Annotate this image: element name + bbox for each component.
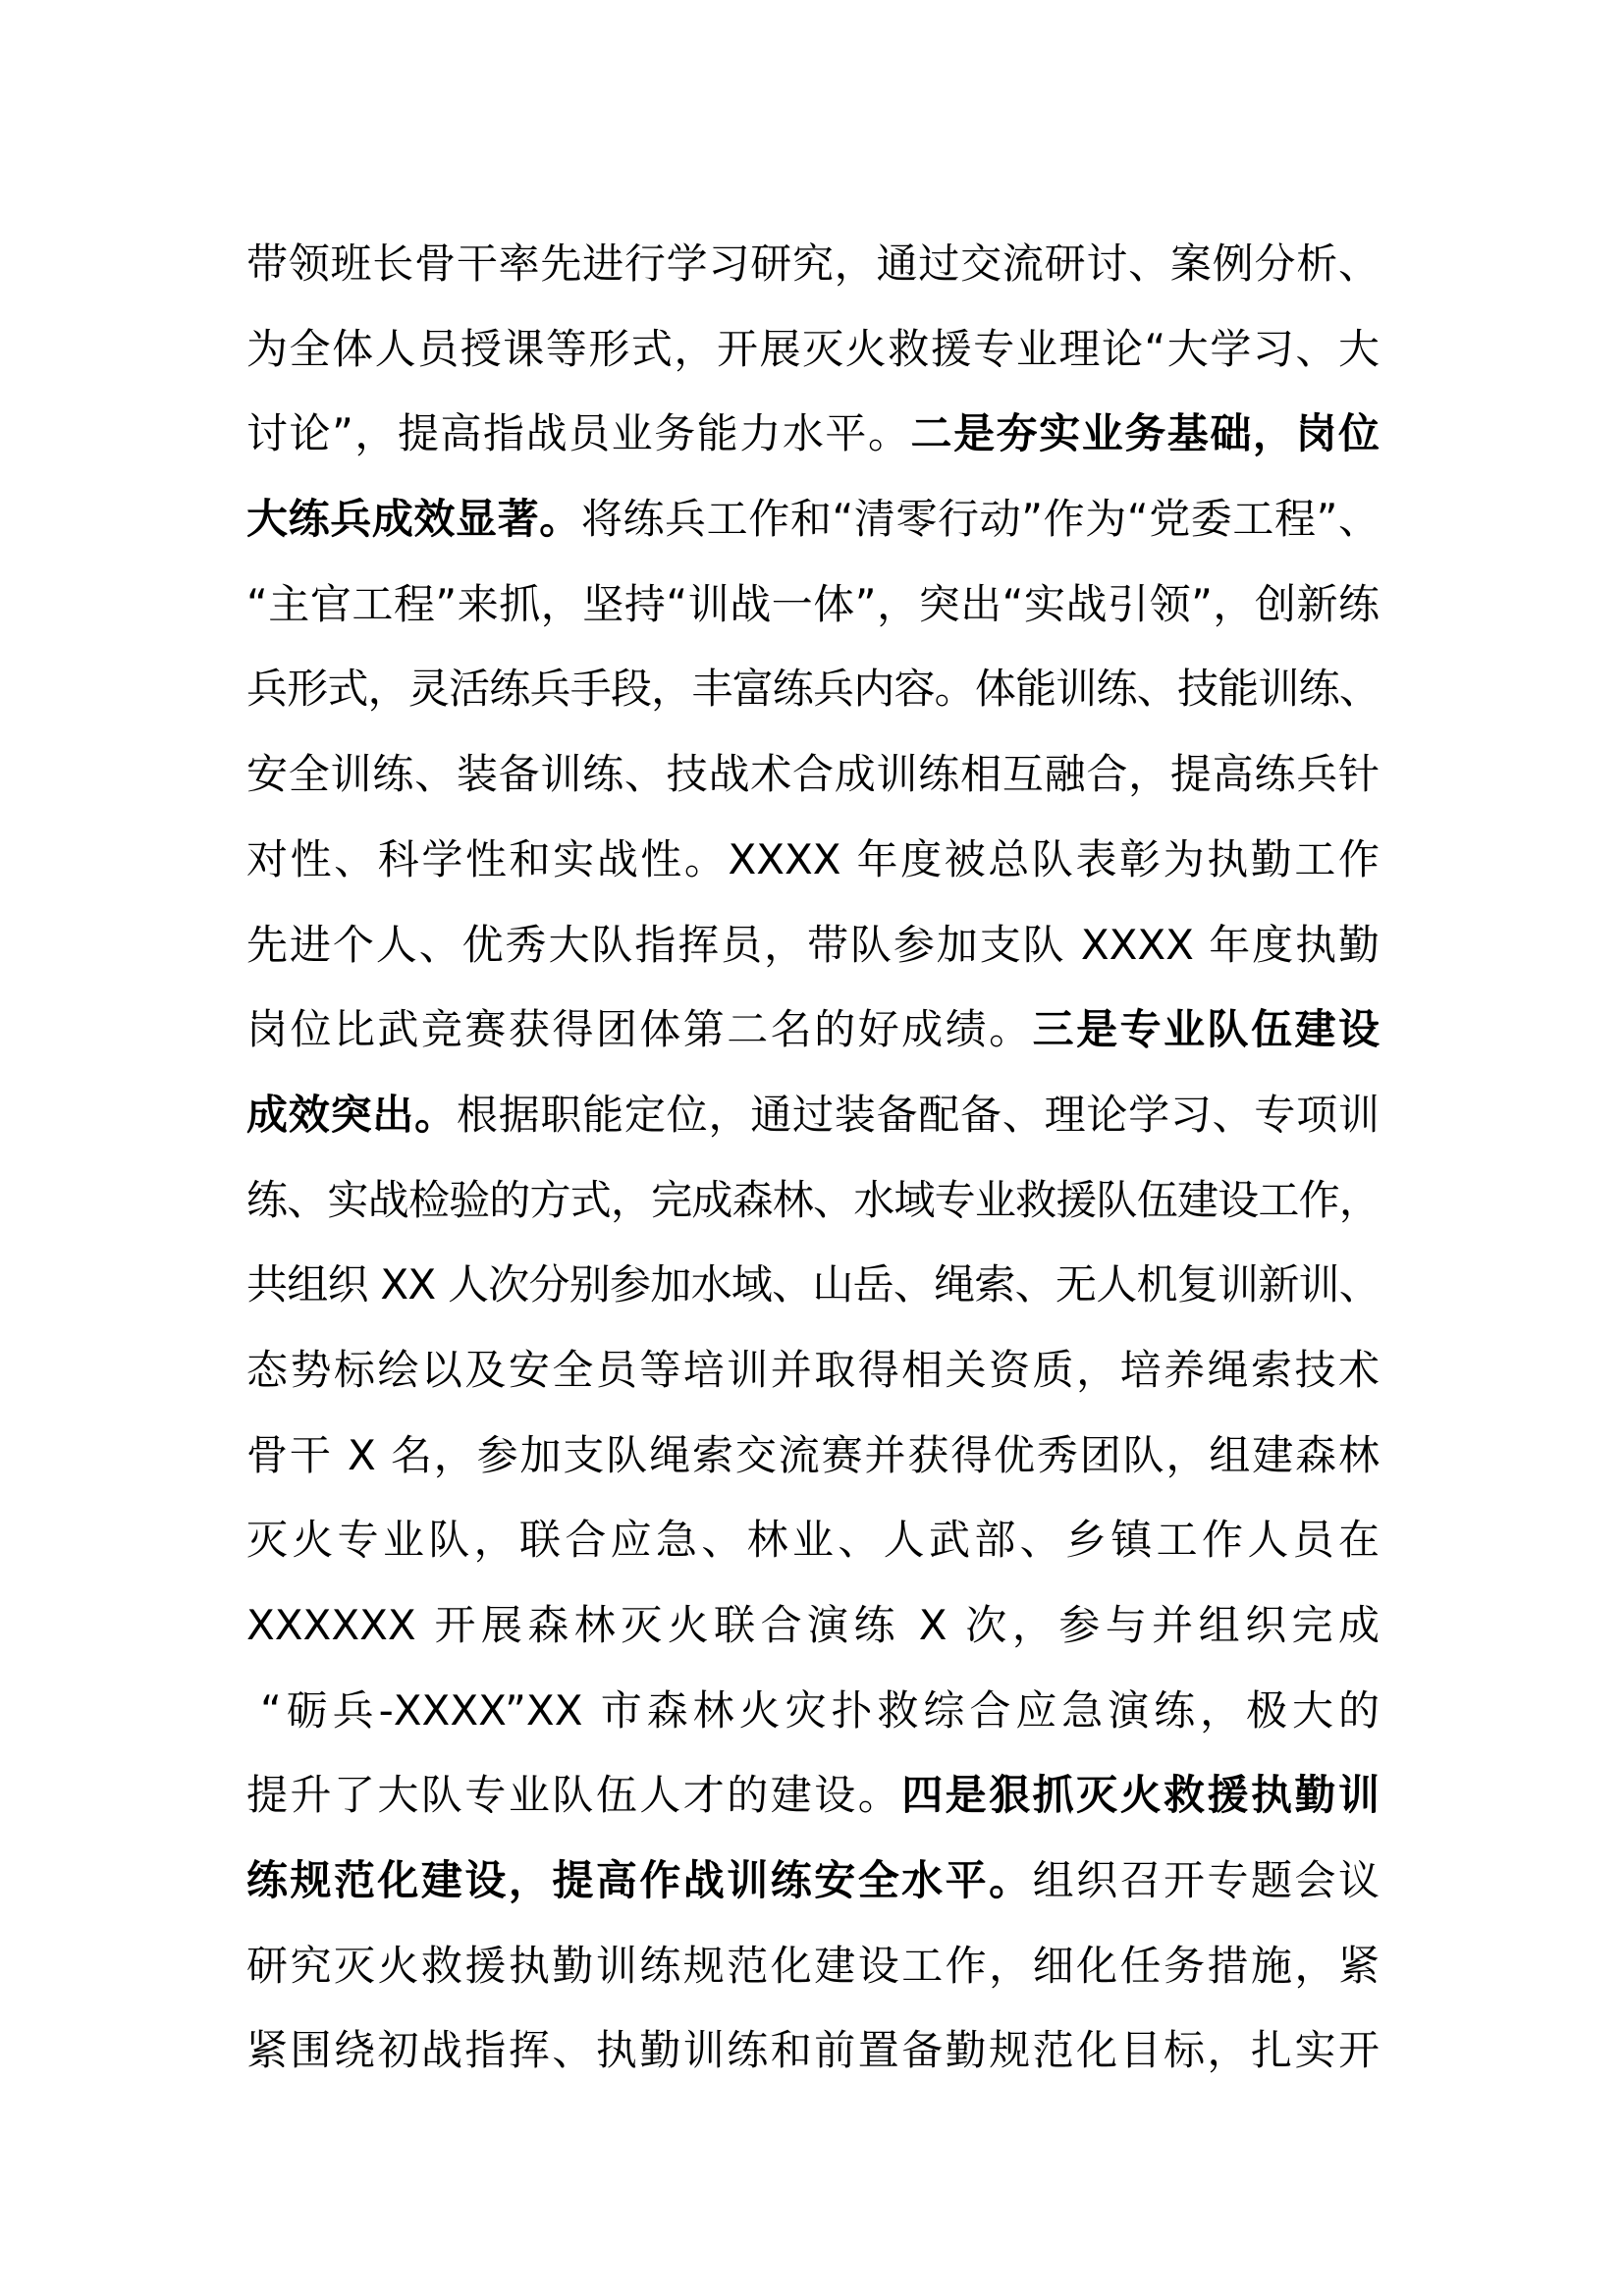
paragraph-line-4 [246,477,1380,562]
text-segment: “砺兵-XXXX”XX 市森林火灾扑救综合应急演练，极大的 [260,1685,1380,1735]
text-segment: 安全训练、装备训练、技战术合成训练相互融合，提高练兵针 [246,750,1380,799]
paragraph-line-17 [246,1583,1380,1669]
text-segment: 对性、科学性和实战性。XXXX 年度被总队表彰为执勤工作 [246,834,1380,883]
text-segment: 骨干 X 名，参加支队绳索交流赛并获得优秀团队，组建森林 [246,1430,1380,1479]
paragraph-line-21 [246,1924,1380,2009]
text-segment: 兵形式，灵活练兵手段，丰富练兵内容。体能训练、技能训练、 [246,665,1380,714]
bold-heading-segment: 三是专业队伍建设 [1032,1005,1380,1054]
paragraph-line-1 [246,222,1380,307]
paragraph-line-12 [246,1158,1380,1244]
text-segment: 将练兵工作和“清零行动”作为“党委工程”、 [580,495,1380,544]
paragraph-line-22 [246,2008,1380,2094]
paragraph-line-10 [246,988,1380,1073]
text-segment: 练、实战检验的方式，完成森林、水域专业救援队伍建设工作， [246,1175,1380,1224]
text-segment: “主官工程”来抓，坚持“训战一体”，突出“实战引领”，创新练 [246,579,1380,628]
paragraph-line-3 [246,392,1380,477]
paragraph-line-14 [246,1328,1380,1414]
paragraph-line-6 [246,647,1380,732]
text-segment: 提升了大队专业队伍人才的建设。 [246,1771,902,1820]
paragraph-line-5 [246,562,1380,648]
bold-heading-segment: 二是夯实业务基础，岗位 [910,409,1380,458]
text-segment: 组织召开专题会议 [1032,1856,1380,1905]
bold-heading-segment: 四是狠抓灭火救援执勤训 [901,1771,1380,1820]
text-segment: 带领班长骨干率先进行学习研究，通过交流研讨、案例分析、 [246,240,1380,288]
text-segment: 先进个人、优秀大队指挥员，带队参加支队 XXXX 年度执勤 [246,920,1380,969]
paragraph-line-2 [246,307,1380,393]
paragraph-line-13 [246,1243,1380,1328]
paragraph-line-8 [246,818,1380,903]
text-segment: 灭火专业队，联合应急、林业、人武部、乡镇工作人员在 [246,1516,1380,1565]
bold-heading-segment: 练规范化建设，提高作战训练安全水平。 [246,1856,1033,1905]
paragraph-line-20 [246,1839,1380,1924]
text-segment: 紧围绕初战指挥、执勤训练和前置备勤规范化目标，扎实开 [246,2026,1380,2075]
text-segment: 根据职能定位，通过装备配备、理论学习、专项训 [456,1090,1380,1139]
text-segment: XXXXXX 开展森林灭火联合演练 X 次，参与并组织完成 [246,1601,1380,1649]
body-paragraph [246,222,1380,2094]
text-segment: 岗位比武竞赛获得团体第二名的好成绩。 [246,1005,1033,1054]
text-segment: 研究灭火救援执勤训练规范化建设工作，细化任务措施，紧 [246,1941,1380,1990]
text-segment: 共组织 XX 人次分别参加水域、山岳、绳索、无人机复训新训、 [246,1260,1380,1309]
paragraph-line-16 [246,1498,1380,1583]
paragraph-line-15 [246,1414,1380,1499]
bold-heading-segment: 成效突出。 [246,1090,457,1139]
text-segment: 态势标绘以及安全员等培训并取得相关资质，培养绳索技术 [246,1345,1380,1394]
paragraph-line-19 [246,1753,1380,1839]
paragraph-line-7 [246,732,1380,818]
text-segment: 讨论”，提高指战员业务能力水平。 [246,409,911,458]
paragraph-line-18 [246,1669,1380,1754]
bold-heading-segment: 大练兵成效显著。 [246,495,581,544]
text-segment: 为全体人员授课等形式，开展灭火救援专业理论“大学习、大 [246,324,1380,373]
paragraph-line-9 [246,903,1380,988]
paragraph-line-11 [246,1073,1380,1158]
